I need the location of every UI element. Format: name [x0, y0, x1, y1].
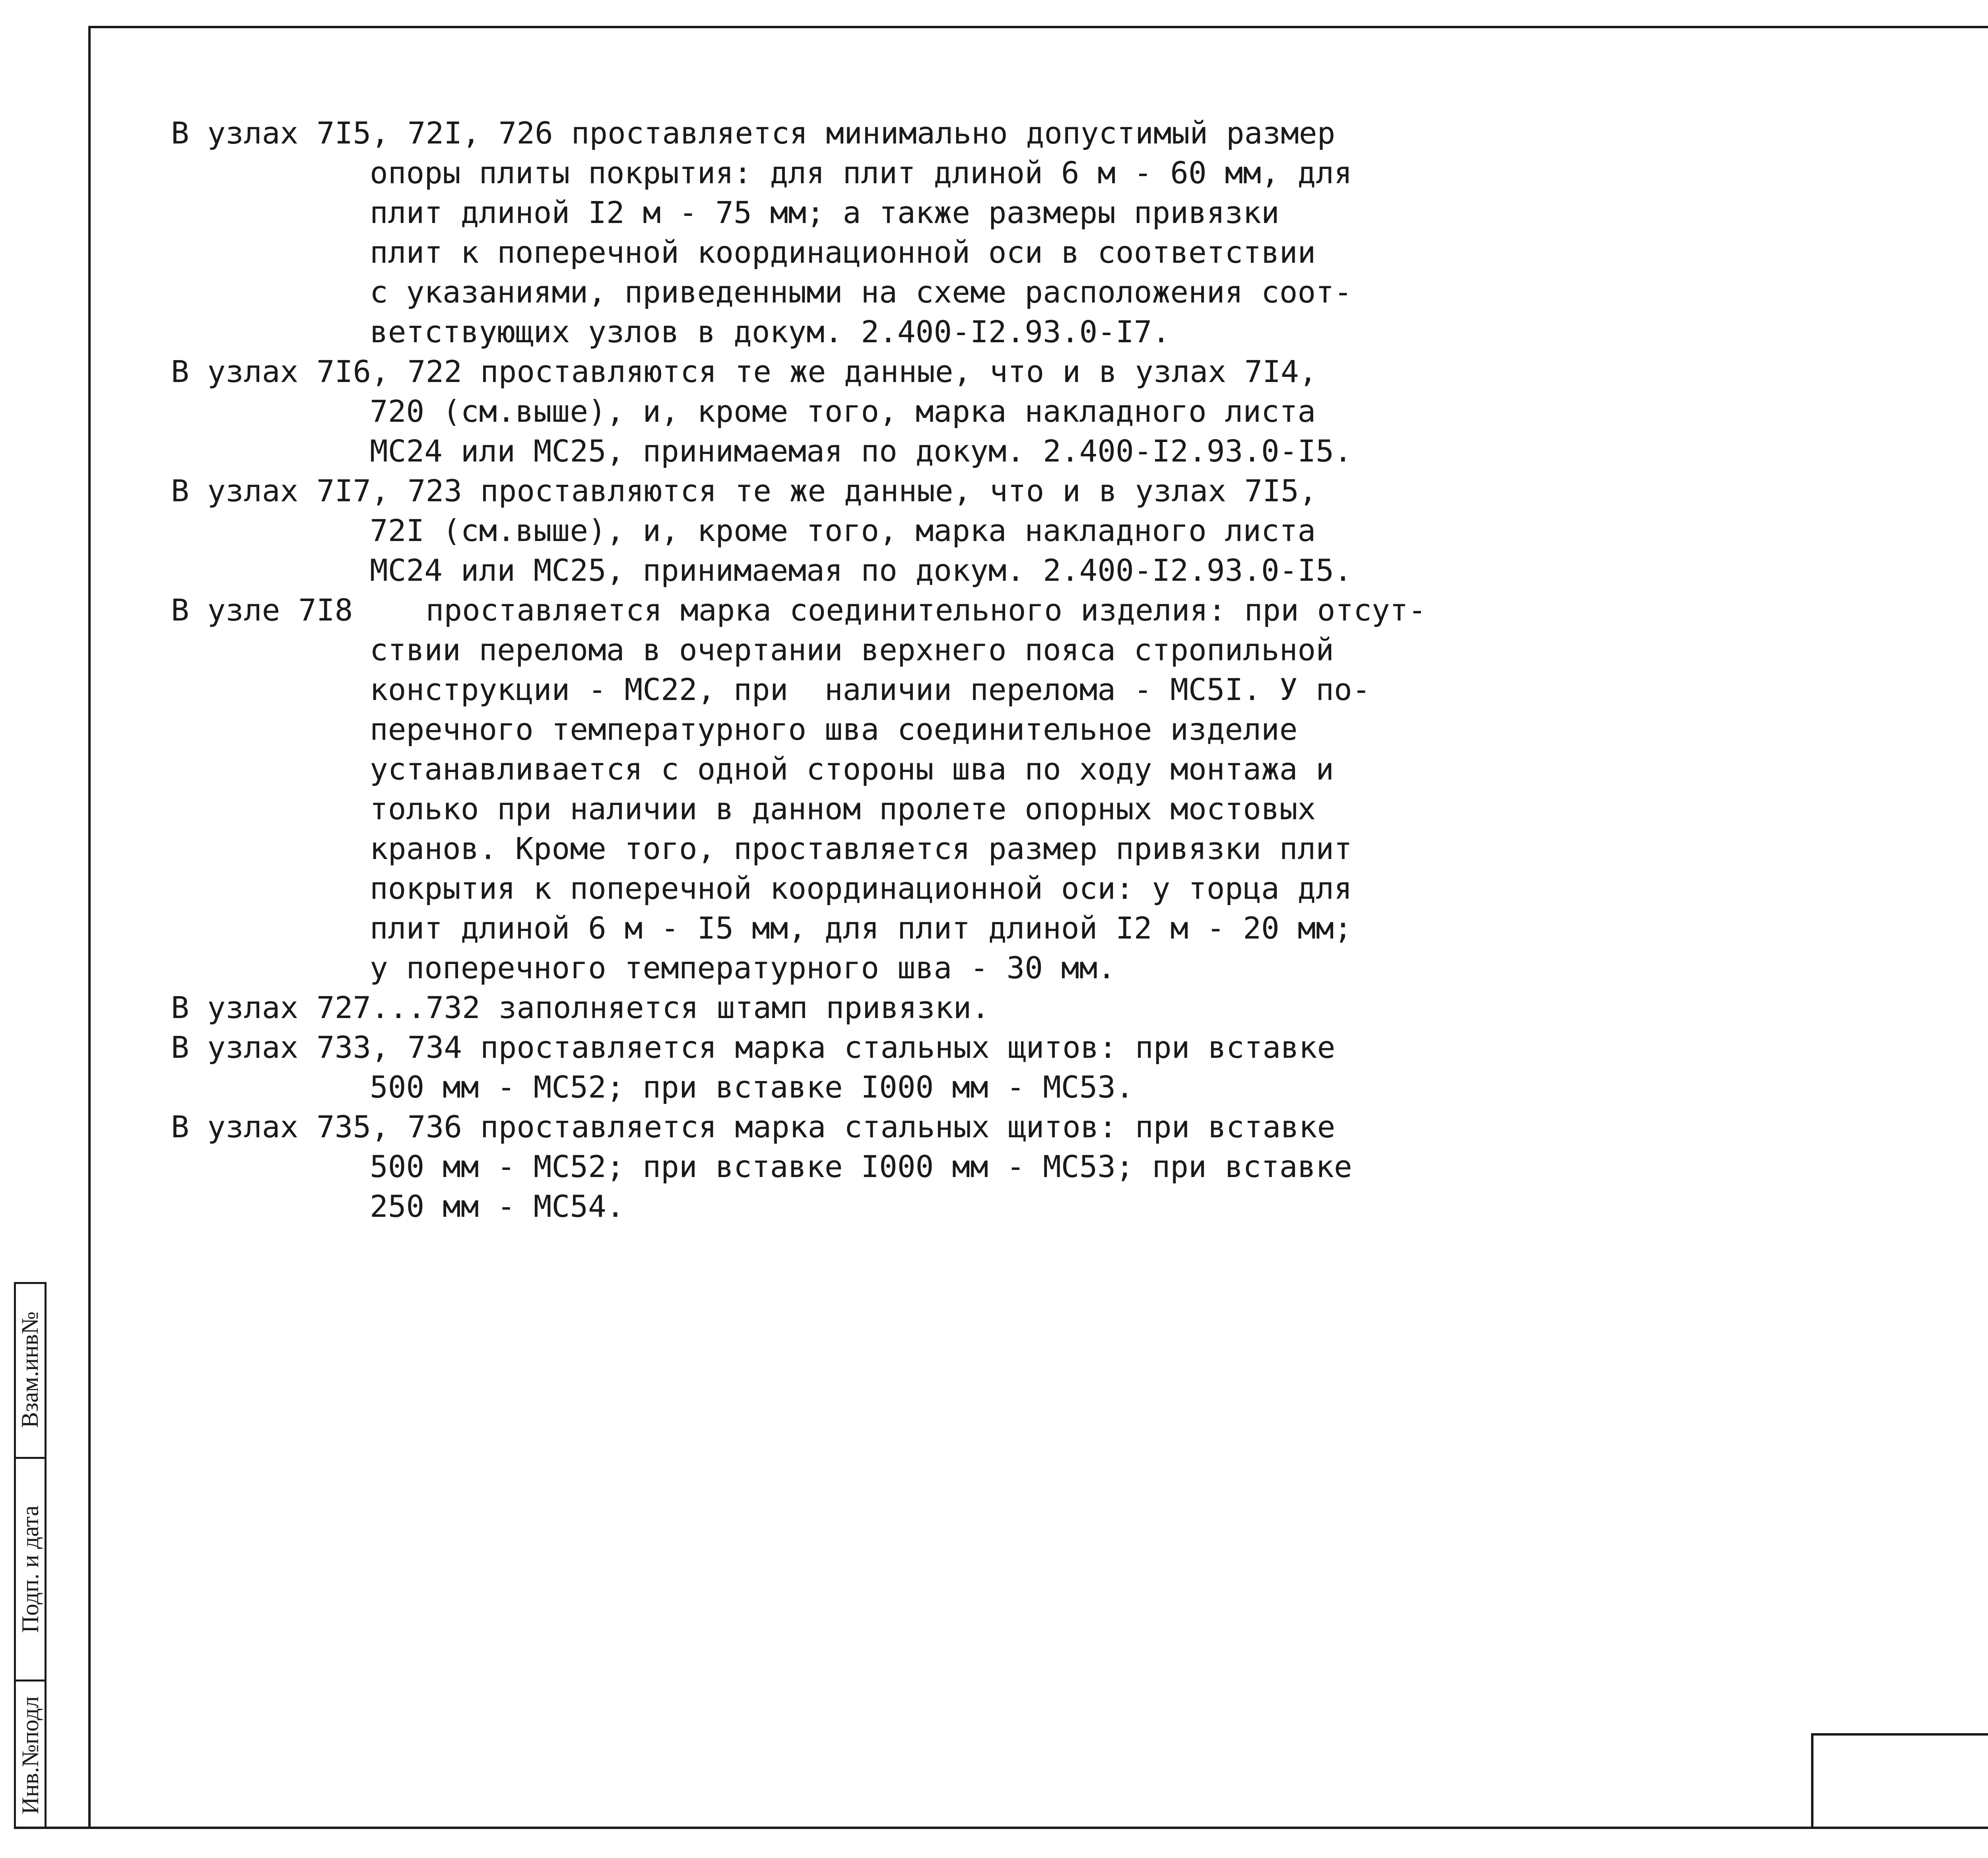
- note-lead: В узле 7I8: [171, 592, 353, 628]
- note-continuation-line: покрытия к поперечной координационной оси: у торца для: [370, 871, 1352, 906]
- note-continuation-line: устанавливается с одной стороны шва по ходу монтажа и: [370, 751, 1334, 787]
- notes-body: [171, 113, 1427, 1226]
- note-paragraph: [171, 352, 1352, 471]
- note-first-text: проставляется марка стальных щитов: при вставке: [462, 1030, 1336, 1065]
- note-first-line: [171, 1107, 1336, 1147]
- side-cell-sign-date: [16, 1457, 45, 1680]
- note-continuation-line: ветствующих узлов в докум. 2.400-I2.93.0-I7.: [370, 314, 1171, 349]
- note-continuation-line: перечного температурного шва соединительное изделие: [370, 712, 1298, 747]
- side-label-replace-inv: Взам.инв№: [17, 1311, 43, 1428]
- note-continuation-line: с указаниями, приведенными на схеме расположения соот-: [370, 274, 1352, 310]
- note-first-text: заполняется штамп привязки.: [480, 990, 990, 1025]
- frame-left-border: [88, 26, 91, 1829]
- side-label-orig-inv: Инв.№подл: [17, 1696, 43, 1814]
- note-first-text: проставляется минимально допустимый размер: [553, 115, 1336, 151]
- frame-top-border: [89, 26, 1988, 28]
- note-lead: В узлах 7I6, 722: [171, 354, 462, 389]
- note-paragraph: [171, 988, 1284, 1028]
- note-continuation-line: МС24 или МС25, принимаемая по докум. 2.400-I2.93.0-I5.: [370, 553, 1352, 588]
- side-stamp-strip: [14, 1282, 47, 1829]
- note-continuation-line: МС24 или МС25, принимаемая по докум. 2.400-I2.93.0-I5.: [370, 433, 1352, 469]
- note-continuation-line: только при наличии в данном пролете опорных мостовых: [370, 791, 1316, 826]
- note-continuation-line: конструкции - МС22, при наличии перелома - МС5I. У по-: [370, 672, 1371, 707]
- side-cell-orig-inv: [16, 1680, 45, 1829]
- note-lead: В узлах 7I7, 723: [171, 473, 462, 508]
- note-continuation-line: кранов. Кроме того, проставляется размер привязки плит: [370, 831, 1352, 866]
- side-cell-replace-inv: [16, 1282, 45, 1457]
- note-continuation-line: опоры плиты покрытия: для плит длиной 6 м - 60 мм, для: [370, 155, 1352, 190]
- note-continuation-line: у поперечного температурного шва - 30 мм.: [370, 950, 1116, 985]
- note-continuation-line: 500 мм - МС52; при вставке I000 мм - МС53; при вставке: [370, 1149, 1352, 1184]
- document-code: [1811, 1771, 1988, 1807]
- note-continuation-line: ствии перелома в очертании верхнего пояса стропильной: [370, 632, 1334, 667]
- note-first-line: [171, 113, 1336, 153]
- note-paragraph: [171, 1028, 1336, 1107]
- note-continuation-line: 72I (см.выше), и, кроме того, марка накладного листа: [370, 513, 1316, 548]
- note-first-text: проставляется марка соединительного изделия: при отсут-: [353, 592, 1427, 628]
- side-label-sign-date: Подп. и дата: [17, 1505, 43, 1633]
- note-first-text: проставляется марка стальных щитов: при вставке: [462, 1109, 1336, 1144]
- note-paragraph: [171, 471, 1352, 590]
- note-first-line: [171, 590, 1427, 630]
- note-paragraph: [171, 1107, 1352, 1226]
- note-lead: В узлах 7I5, 72I, 726: [171, 115, 553, 151]
- note-continuation-line: плит к поперечной координационной оси в соответствии: [370, 235, 1316, 270]
- note-lead: В узлах 733, 734: [171, 1030, 462, 1065]
- note-continuation-line: 500 мм - МС52; при вставке I000 мм - МС53.: [370, 1069, 1134, 1105]
- note-lead: В узлах 727...732: [171, 990, 480, 1025]
- note-first-text: проставляются те же данные, что и в узлах 7I4,: [462, 354, 1317, 389]
- note-continuation-line: 250 мм - МС54.: [370, 1189, 625, 1224]
- frame-bottom-border: [14, 1827, 1988, 1829]
- note-first-line: [171, 1028, 1336, 1067]
- note-first-line: [171, 471, 1317, 511]
- note-continuation-line: плит длиной I2 м - 75 мм; а также размеры привязки: [370, 195, 1279, 230]
- note-continuation-line: 720 (см.выше), и, кроме того, марка накладного листа: [370, 394, 1316, 429]
- note-paragraph: [171, 590, 1427, 988]
- note-paragraph: [171, 113, 1352, 352]
- note-first-text: проставляются те же данные, что и в узлах 7I5,: [462, 473, 1317, 508]
- note-continuation-line: плит длиной 6 м - I5 мм, для плит длиной I2 м - 20 мм;: [370, 910, 1352, 946]
- note-first-line: [171, 988, 1284, 1028]
- note-first-line: [171, 352, 1317, 392]
- note-lead: В узлах 735, 736: [171, 1109, 462, 1144]
